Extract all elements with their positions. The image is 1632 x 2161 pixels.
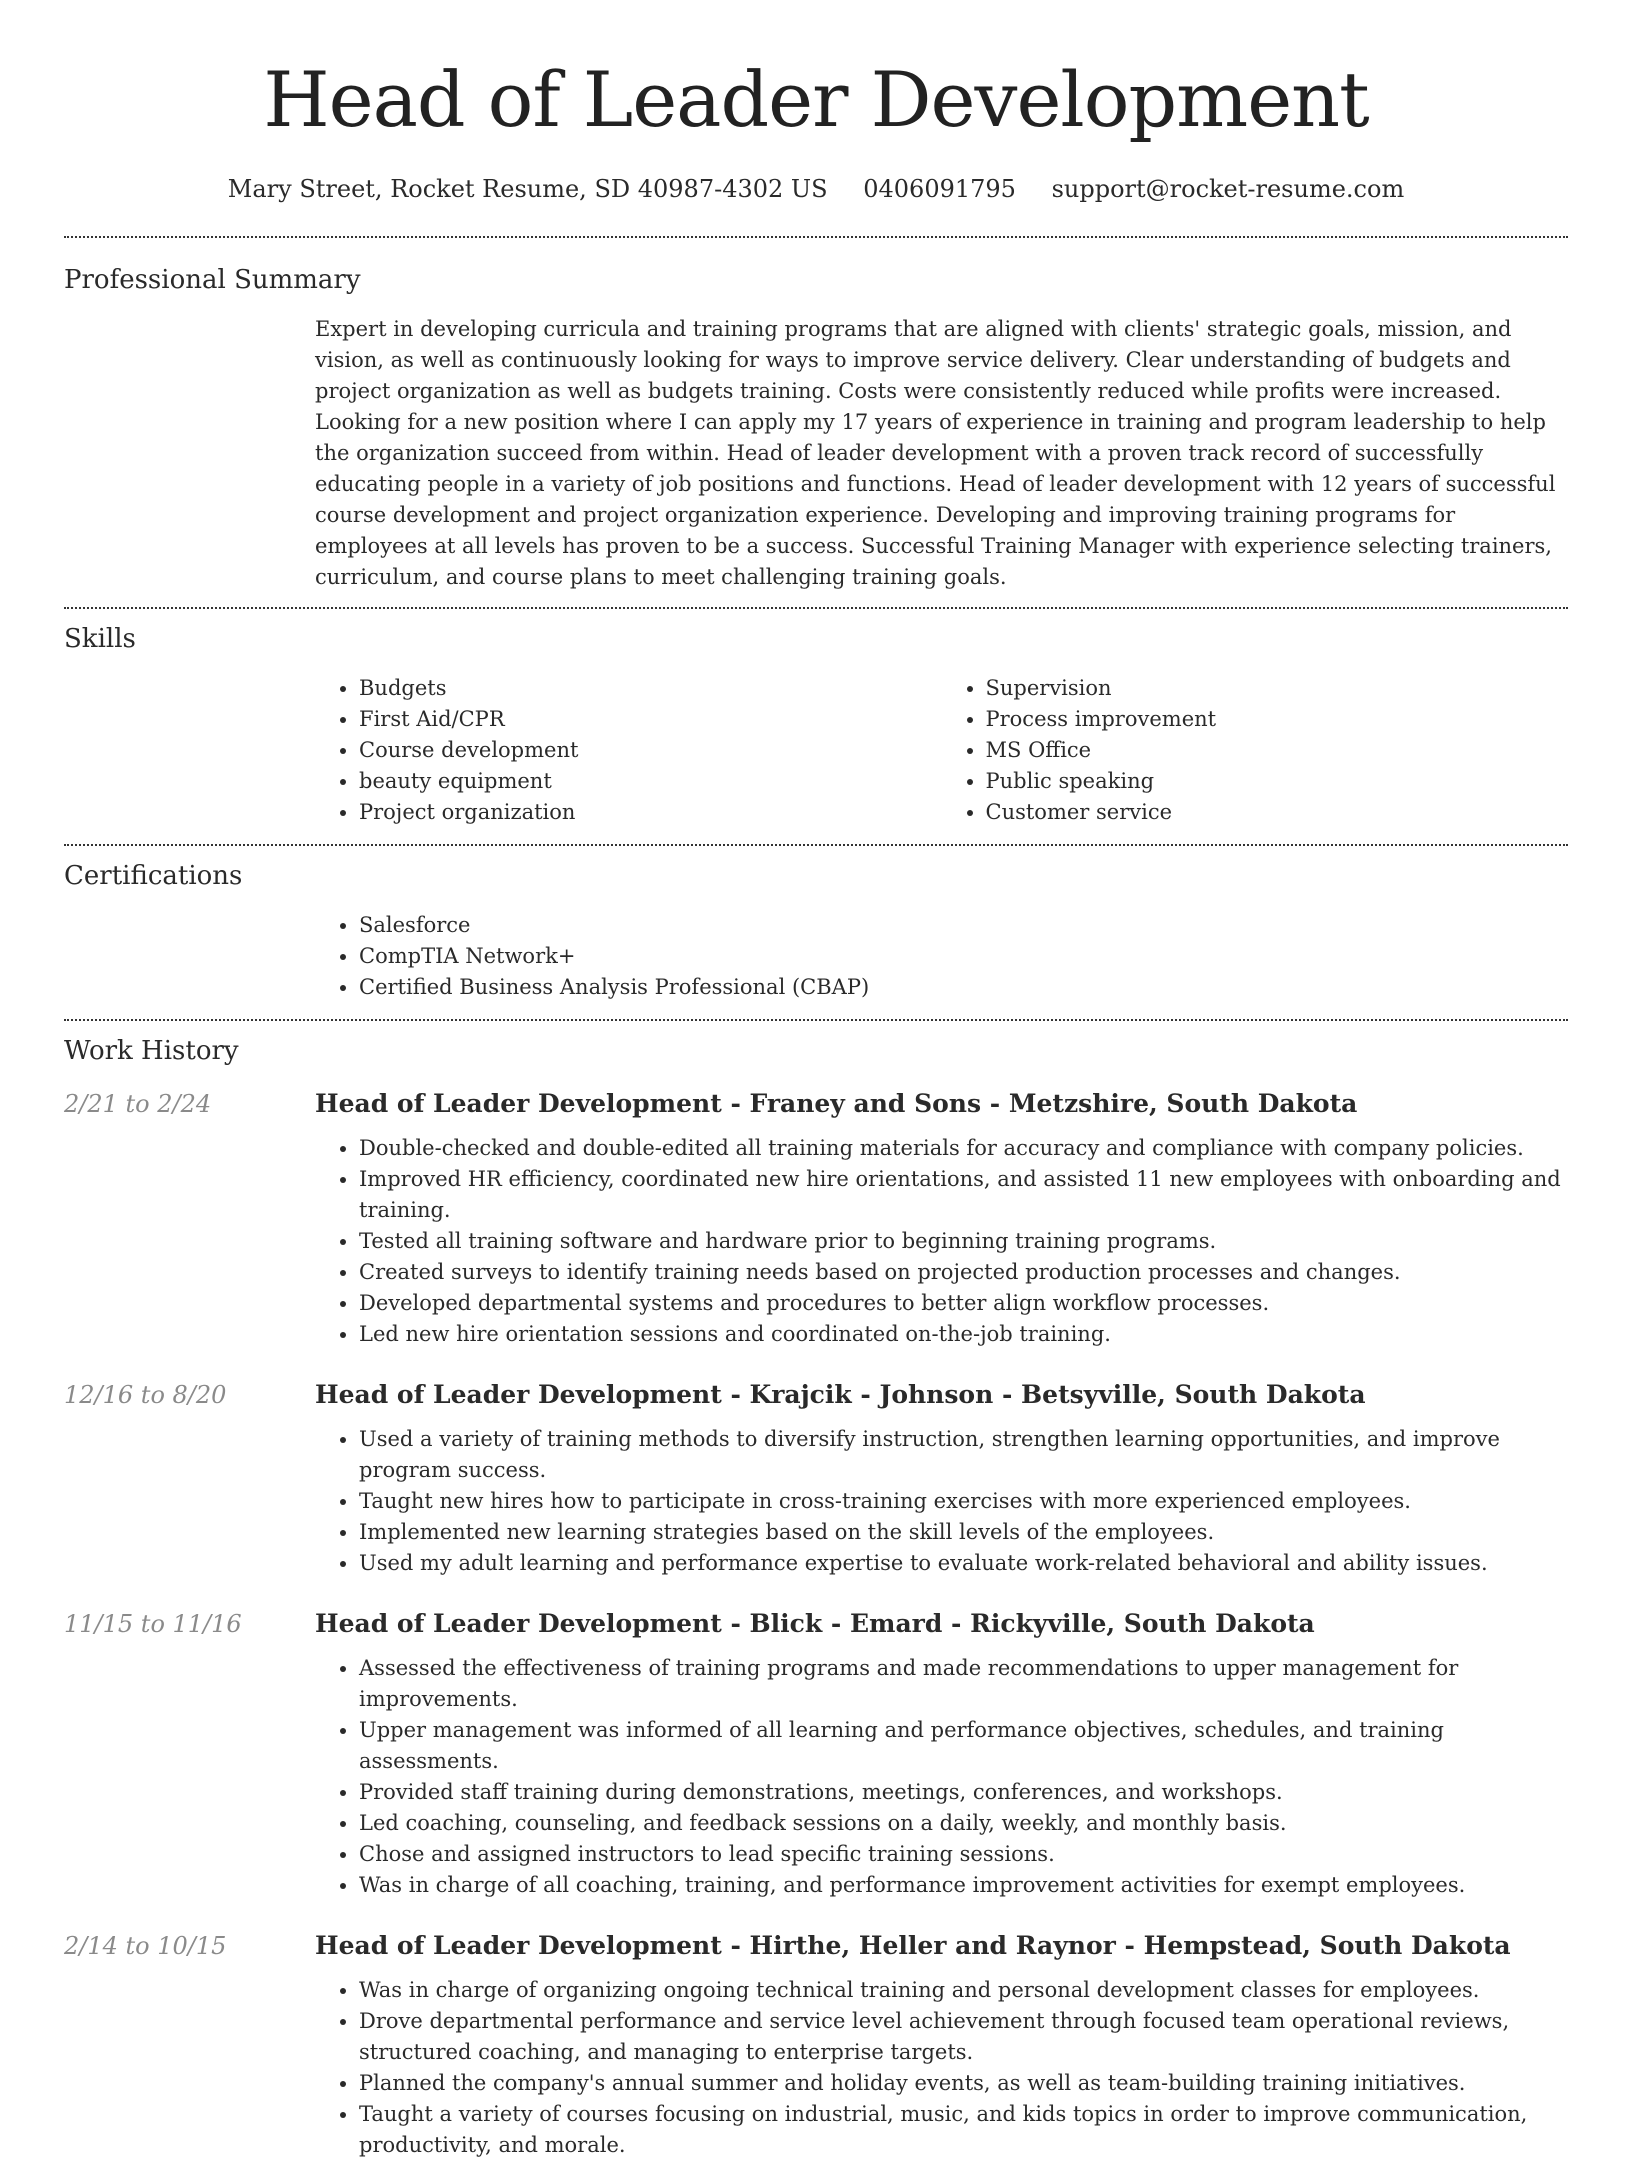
certification-item: • CompTIA Network+ <box>359 941 1568 972</box>
job-date: 12/16 to 8/20 <box>64 1381 227 1409</box>
job-bullet: • Was in charge of all coaching, training, and performance improvement activities for exempt employees. <box>359 1870 1568 1901</box>
resume-header <box>64 0 1568 206</box>
job-bullet: • Used a variety of training methods to diversify instruction, strengthen learning opportunities, and improve program success. <box>359 1424 1568 1486</box>
job-bullet: • Was in charge of organizing ongoing technical training and personal development classes for employees. <box>359 1975 1568 2006</box>
summary-section <box>64 238 1568 593</box>
summary-text: Expert in developing curricula and training programs that are aligned with clients' strategic goals, mission, and vision, as well as continuously looking for ways to improve service delivery. Clear understanding of budgets and project organization as well as budgets training. Costs were consistently reduced while profits were increased. Looking for a new position where I can apply my 17 years of experience in training and program leadership to help the organization succeed from within. Head of leader development with a proven track record of successfully educating people in a variety of job positions and functions. Head of leader development with 12 years of successful course development and project organization experience. Developing and improving training programs for employees at all levels has proven to be a success. Successful Training Manager with experience selecting trainers, curriculum, and course plans to meet challenging training goals. <box>315 317 1556 589</box>
job-entry <box>64 1087 1568 1350</box>
job-date: 2/14 to 10/15 <box>64 1932 227 1960</box>
job-entry <box>64 1929 1568 2161</box>
skill-item: • Project organization <box>359 797 942 828</box>
certifications-list <box>315 910 1568 1003</box>
job-bullet: • Led coaching, counseling, and feedback sessions on a daily, weekly, and monthly basis. <box>359 1808 1568 1839</box>
skill-item: • Budgets <box>359 673 942 704</box>
job-bullet: • Taught a variety of courses focusing on industrial, music, and kids topics in order to improve communication, productivity, and morale. <box>359 2099 1568 2161</box>
skills-list-left <box>315 673 942 828</box>
section-title-skills: Skills <box>64 624 136 654</box>
job-bullets <box>315 1975 1568 2161</box>
contact-line <box>64 172 1568 206</box>
skill-item: • Public speaking <box>986 766 1569 797</box>
job-title: Head of Leader Development - Krajcik - Johnson - Betsyville, South Dakota <box>315 1380 1366 1409</box>
job-entry <box>64 1378 1568 1579</box>
job-bullet: • Upper management was informed of all learning and performance objectives, schedules, and training assessments. <box>359 1715 1568 1777</box>
certification-item: • Certified Business Analysis Professional (CBAP) <box>359 972 1568 1003</box>
job-bullet: • Implemented new learning strategies based on the skill levels of the employees. <box>359 1517 1568 1548</box>
candidate-name: Head of Leader Development <box>263 55 1369 144</box>
section-title-summary: Professional Summary <box>64 265 361 295</box>
job-bullet: • Tested all training software and hardware prior to beginning training programs. <box>359 1226 1568 1257</box>
certifications-section <box>64 846 1568 1003</box>
skill-item: • Process improvement <box>986 704 1569 735</box>
job-bullet: • Led new hire orientation sessions and coordinated on-the-job training. <box>359 1319 1568 1350</box>
job-bullet: • Developed departmental systems and procedures to better align workflow processes. <box>359 1288 1568 1319</box>
job-bullet: • Assessed the effectiveness of training programs and made recommendations to upper management for improvements. <box>359 1653 1568 1715</box>
skill-item: • MS Office <box>986 735 1569 766</box>
job-date: 2/21 to 2/24 <box>64 1090 212 1118</box>
skills-grid <box>315 673 1568 828</box>
contact-address: Mary Street, Rocket Resume, SD 40987-4302 US <box>227 175 828 203</box>
job-title: Head of Leader Development - Blick - Emard - Rickyville, South Dakota <box>315 1609 1315 1638</box>
skill-item: • Supervision <box>986 673 1569 704</box>
section-title-certifications: Certifications <box>64 861 243 891</box>
job-title: Head of Leader Development - Franey and Sons - Metzshire, South Dakota <box>315 1089 1358 1118</box>
section-title-work-history: Work History <box>64 1036 239 1066</box>
skill-item: • Course development <box>359 735 942 766</box>
job-bullet: • Drove departmental performance and service level achievement through focused team operational reviews, structured coaching, and managing to enterprise targets. <box>359 2006 1568 2068</box>
job-bullet: • Created surveys to identify training needs based on projected production processes and changes. <box>359 1257 1568 1288</box>
job-bullet: • Used my adult learning and performance expertise to evaluate work-related behavioral and ability issues. <box>359 1548 1568 1579</box>
job-entry <box>64 1607 1568 1901</box>
job-date: 11/15 to 11/16 <box>64 1610 242 1638</box>
skill-item: • First Aid/CPR <box>359 704 942 735</box>
resume-page <box>64 0 1568 2161</box>
job-bullet: • Provided staff training during demonstrations, meetings, conferences, and workshops. <box>359 1777 1568 1808</box>
job-bullet: • Double-checked and double-edited all training materials for accuracy and compliance with company policies. <box>359 1133 1568 1164</box>
skill-item: • Customer service <box>986 797 1569 828</box>
certification-item: • Salesforce <box>359 910 1568 941</box>
job-bullets <box>315 1653 1568 1901</box>
job-title: Head of Leader Development - Hirthe, Heller and Raynor - Hempstead, South Dakota <box>315 1931 1511 1960</box>
job-bullet: • Taught new hires how to participate in cross-training exercises with more experienced employees. <box>359 1486 1568 1517</box>
skills-list-right <box>942 673 1569 828</box>
job-bullet: • Improved HR efficiency, coordinated new hire orientations, and assisted 11 new employees with onboarding and training. <box>359 1164 1568 1226</box>
work-history-section <box>64 1021 1568 2161</box>
contact-phone: 0406091795 <box>863 175 1016 203</box>
job-bullet: • Planned the company's annual summer and holiday events, as well as team-building training initiatives. <box>359 2068 1568 2099</box>
job-bullet: • Chose and assigned instructors to lead specific training sessions. <box>359 1839 1568 1870</box>
skill-item: • beauty equipment <box>359 766 942 797</box>
contact-email: support@rocket-resume.com <box>1051 175 1405 203</box>
job-bullets <box>315 1133 1568 1350</box>
job-bullets <box>315 1424 1568 1579</box>
skills-section <box>64 609 1568 828</box>
